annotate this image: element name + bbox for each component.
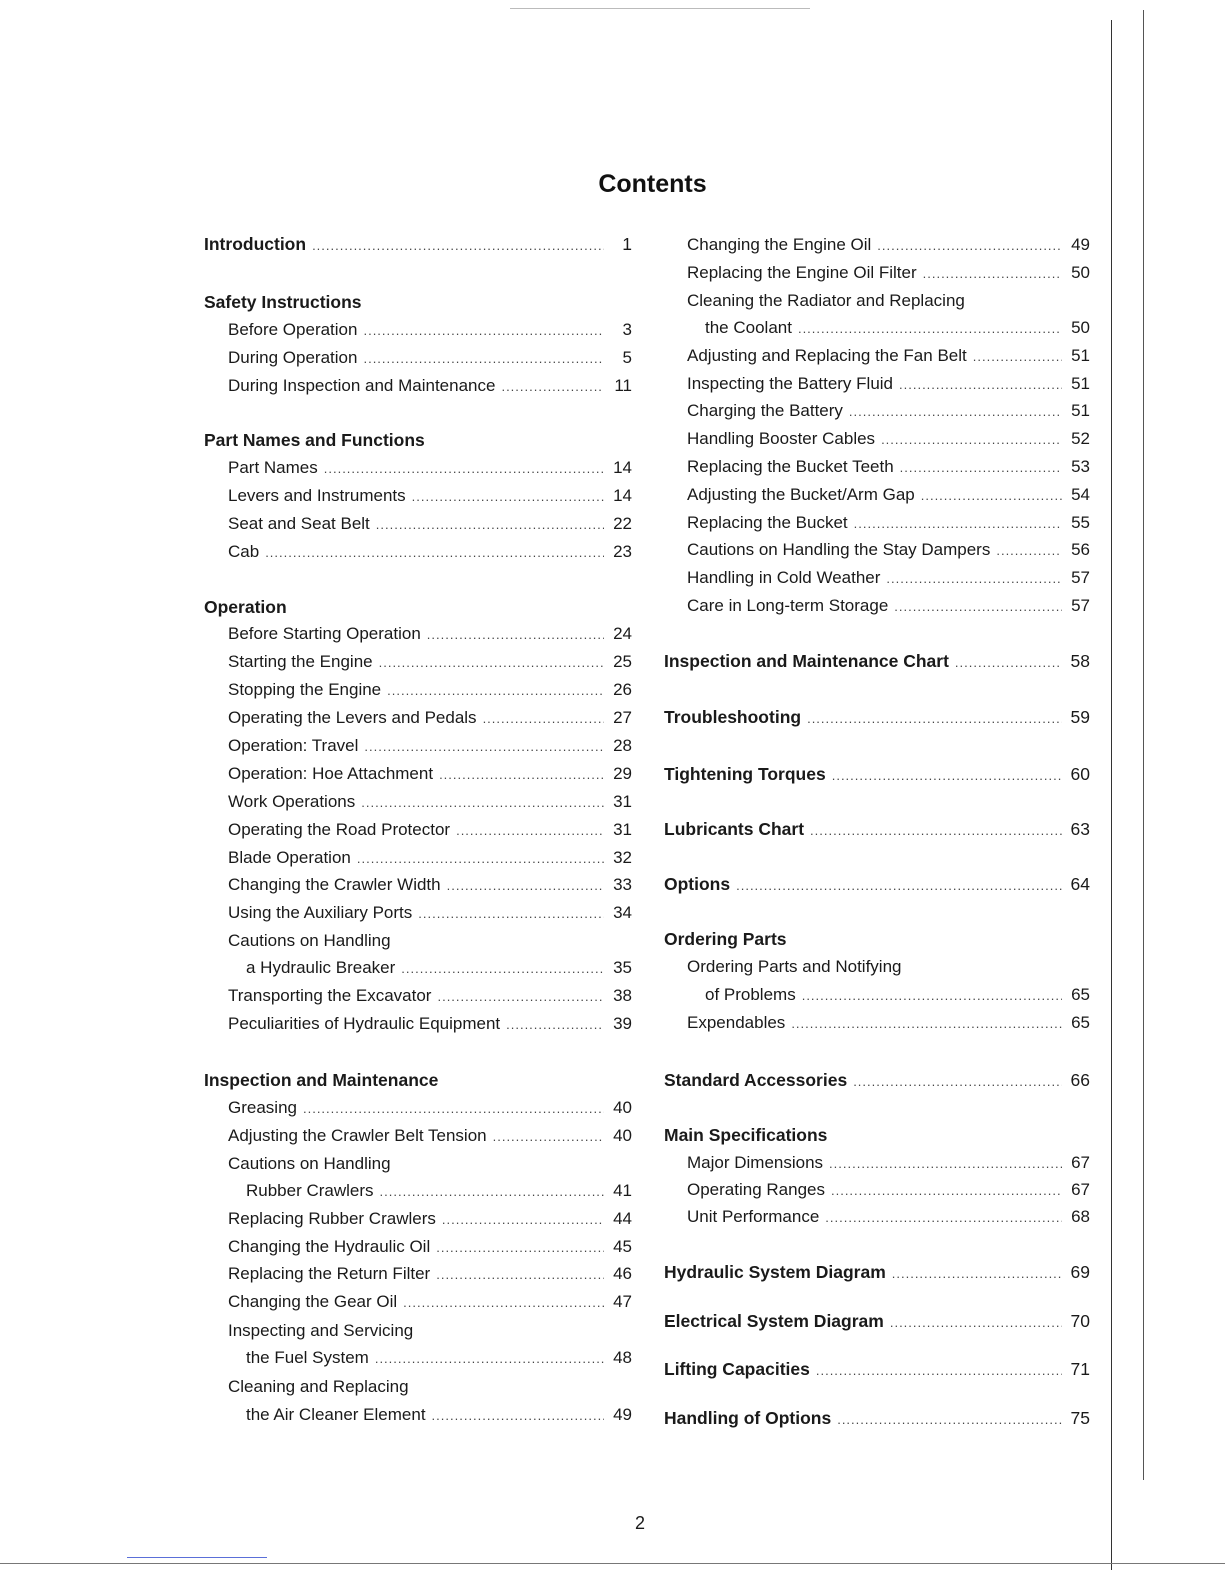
toc-entry	[204, 982, 632, 1010]
toc-entry-label: Blade Operation	[228, 848, 351, 867]
binding-line	[1111, 20, 1112, 1570]
toc-section-heading	[664, 1258, 1090, 1286]
dot-leader	[890, 1309, 1062, 1337]
toc-page-number: 53	[1071, 457, 1090, 476]
toc-page-number: 45	[613, 1237, 632, 1256]
toc-entry-label: Tightening Torques	[664, 764, 826, 784]
toc-entry-label: Adjusting the Crawler Belt Tension	[228, 1126, 487, 1145]
toc-entry-label: Using the Auxiliary Ports	[228, 903, 413, 922]
toc-entry-label: of Problems	[705, 985, 796, 1004]
toc-entry-label: Hydraulic System Diagram	[664, 1262, 886, 1282]
dot-leader	[877, 232, 1062, 260]
dot-leader	[853, 1068, 1062, 1096]
bottom-mark	[127, 1557, 267, 1558]
toc-entry	[664, 1149, 1090, 1177]
toc-entry-label: Rubber Crawlers	[246, 1181, 374, 1200]
toc-section-heading	[204, 593, 632, 621]
toc-page-number: 51	[1071, 401, 1090, 420]
page-edge-line	[1143, 10, 1144, 1480]
toc-page-number: 29	[613, 764, 632, 783]
toc-entry-label: Cautions on Handling	[228, 1154, 391, 1173]
dot-leader	[837, 1406, 1062, 1434]
dot-leader	[363, 317, 604, 345]
toc-section-heading	[664, 703, 1090, 731]
toc-page-number: 64	[1070, 874, 1090, 894]
dot-leader	[303, 1095, 604, 1123]
toc-entry	[664, 953, 1090, 981]
toc-entry-label: Operation: Travel	[228, 736, 359, 755]
toc-entry-label: Main Specifications	[664, 1125, 828, 1145]
toc-entry-label: Before Starting Operation	[228, 624, 421, 643]
toc-entry	[204, 871, 632, 899]
toc-entry-label: Seat and Seat Belt	[228, 514, 370, 533]
toc-page-number: 57	[1071, 568, 1090, 587]
toc-entry-label: Handling of Options	[664, 1408, 832, 1428]
toc-entry-label: Standard Accessories	[664, 1070, 848, 1090]
toc-entry	[204, 1288, 632, 1316]
page-number: 2	[634, 1513, 645, 1533]
dot-leader	[881, 426, 1062, 454]
toc-entry	[204, 1401, 632, 1429]
toc-entry-label: Stopping the Engine	[228, 680, 382, 699]
dot-leader	[825, 1204, 1062, 1232]
toc-entry	[664, 287, 1090, 315]
toc-entry-label: the Coolant	[705, 318, 792, 337]
toc-entry-label: Levers and Instruments	[228, 486, 406, 505]
dot-leader	[437, 983, 604, 1011]
dot-leader	[894, 593, 1062, 621]
toc-entry	[204, 816, 632, 844]
dot-leader	[921, 482, 1062, 510]
toc-entry	[664, 231, 1090, 259]
toc-entry-label: Options	[664, 874, 731, 894]
toc-entry-label: Operation: Hoe Attachment	[228, 764, 434, 783]
toc-page-number: 41	[613, 1181, 632, 1200]
toc-entry-label: Inspection and Maintenance	[204, 1070, 439, 1090]
dot-leader	[412, 483, 604, 511]
toc-page-number: 67	[1071, 1180, 1090, 1199]
toc-entry-label: Handling Booster Cables	[687, 429, 876, 448]
toc-entry-label: Cleaning the Radiator and Replacing	[687, 291, 965, 310]
toc-entry-label: Electrical System Diagram	[664, 1311, 884, 1331]
toc-entry	[204, 1122, 632, 1150]
dot-leader	[886, 565, 1062, 593]
toc-entry-label: Replacing Rubber Crawlers	[228, 1209, 436, 1228]
toc-page-number: 34	[613, 903, 632, 922]
toc-section-heading	[664, 870, 1090, 898]
toc-entry	[204, 676, 632, 704]
toc-entry-label: Replacing the Bucket Teeth	[687, 457, 894, 476]
toc-page-number: 55	[1071, 513, 1090, 532]
toc-entry-label: Major Dimensions	[687, 1153, 824, 1172]
toc-entry-label: Lubricants Chart	[664, 819, 805, 839]
toc-entry-label: Changing the Gear Oil	[228, 1292, 398, 1311]
toc-entry	[204, 1344, 632, 1372]
toc-section-heading	[204, 426, 632, 454]
toc-page-number: 32	[613, 848, 632, 867]
toc-entry-label: Part Names and Functions	[204, 430, 425, 450]
toc-entry-label: Changing the Hydraulic Oil	[228, 1237, 431, 1256]
toc-page-number: 44	[613, 1209, 632, 1228]
toc-entry	[204, 1205, 632, 1233]
dot-leader	[403, 1289, 604, 1317]
toc-page-number: 38	[613, 986, 632, 1005]
toc-entry	[204, 372, 632, 400]
toc-page-number: 68	[1071, 1207, 1090, 1226]
dot-leader	[436, 1234, 604, 1262]
dot-leader	[849, 398, 1062, 426]
toc-entry	[664, 397, 1090, 425]
bottom-edge-line	[0, 1563, 1225, 1564]
toc-entry	[664, 425, 1090, 453]
toc-entry	[204, 704, 632, 732]
toc-entry	[664, 342, 1090, 370]
toc-entry-label: Work Operations	[228, 792, 356, 811]
toc-entry	[664, 314, 1090, 342]
toc-entry	[204, 1373, 632, 1401]
dot-leader	[418, 900, 604, 928]
dot-leader	[442, 1206, 604, 1234]
dot-leader	[357, 845, 604, 873]
toc-entry	[664, 1176, 1090, 1204]
toc-section-heading	[204, 288, 632, 316]
toc-entry-label: Inspection and Maintenance Chart	[664, 651, 949, 671]
toc-entry-label: Ordering Parts and Notifying	[687, 957, 902, 976]
toc-page-number: 1	[622, 234, 632, 254]
toc-entry	[664, 259, 1090, 287]
toc-page-number: 52	[1071, 429, 1090, 448]
toc-entry	[664, 1203, 1090, 1231]
dot-leader	[831, 1177, 1062, 1205]
toc-page-number: 50	[1071, 318, 1090, 337]
dot-leader	[807, 705, 1062, 733]
toc-page-number: 25	[613, 652, 632, 671]
toc-page-number: 70	[1070, 1311, 1090, 1331]
toc-entry	[204, 844, 632, 872]
toc-page-number: 33	[613, 875, 632, 894]
toc-page-number: 47	[613, 1292, 632, 1311]
dot-leader	[447, 872, 604, 900]
dot-leader	[899, 371, 1062, 399]
dot-leader	[265, 539, 604, 567]
toc-entry-label: Safety Instructions	[204, 292, 362, 312]
toc-entry	[664, 981, 1090, 1009]
dot-leader	[364, 733, 604, 761]
toc-page-number: 51	[1071, 374, 1090, 393]
toc-entry-label: Replacing the Return Filter	[228, 1264, 431, 1283]
toc-page-number: 75	[1070, 1408, 1090, 1428]
dot-leader	[832, 762, 1062, 790]
toc-section-heading	[664, 1066, 1090, 1094]
toc-entry-label: Operating Ranges	[687, 1180, 825, 1199]
dot-leader	[501, 373, 604, 401]
toc-entry-label: Replacing the Engine Oil Filter	[687, 263, 917, 282]
toc-entry-label: Handling in Cold Weather	[687, 568, 881, 587]
toc-section-heading	[664, 815, 1090, 843]
dot-leader	[829, 1150, 1062, 1178]
toc-entry-label: the Fuel System	[246, 1348, 369, 1367]
toc-section-heading	[204, 1066, 632, 1094]
toc-section-heading	[204, 230, 632, 258]
dot-leader	[955, 649, 1062, 677]
toc-page-number: 54	[1071, 485, 1090, 504]
dot-leader	[493, 1123, 604, 1151]
dot-leader	[380, 1178, 604, 1206]
toc-entry-label: Cautions on Handling	[228, 931, 391, 950]
toc-page-number: 11	[614, 376, 632, 395]
toc-entry	[664, 536, 1090, 564]
toc-entry	[204, 482, 632, 510]
toc-entry	[204, 620, 632, 648]
toc-page-number: 46	[613, 1264, 632, 1283]
dot-leader	[379, 649, 604, 677]
dot-leader	[361, 789, 604, 817]
toc-entry	[664, 509, 1090, 537]
toc-entry-label: Ordering Parts	[664, 929, 787, 949]
dot-leader	[506, 1011, 604, 1039]
dot-leader	[923, 260, 1062, 288]
dot-leader	[791, 1010, 1062, 1038]
toc-entry	[664, 592, 1090, 620]
toc-entry-label: Part Names	[228, 458, 318, 477]
toc-page-number: 71	[1070, 1359, 1090, 1379]
toc-entry-label: Greasing	[228, 1098, 297, 1117]
toc-entry	[204, 316, 632, 344]
toc-entry-label: Starting the Engine	[228, 652, 373, 671]
dot-leader	[363, 345, 604, 373]
toc-entry-label: During Operation	[228, 348, 358, 367]
toc-entry	[664, 1009, 1090, 1037]
dot-leader	[736, 872, 1062, 900]
toc-entry-label: Lifting Capacities	[664, 1359, 810, 1379]
toc-page-number: 14	[613, 486, 632, 505]
dot-leader	[401, 955, 604, 983]
toc-page-number: 63	[1070, 819, 1090, 839]
toc-section-heading	[664, 760, 1090, 788]
toc-page-number: 26	[613, 680, 632, 699]
toc-entry-label: Cab	[228, 542, 260, 561]
toc-page-number: 49	[1071, 235, 1090, 254]
toc-page-number: 48	[613, 1348, 632, 1367]
toc-page-number: 65	[1071, 985, 1090, 1004]
scan-edge-line	[510, 8, 810, 9]
toc-entry	[204, 1233, 632, 1261]
toc-entry	[664, 370, 1090, 398]
toc-page-number: 57	[1071, 596, 1090, 615]
toc-page-number: 5	[622, 348, 632, 367]
toc-entry-label: Changing the Engine Oil	[687, 235, 872, 254]
toc-section-heading	[664, 1307, 1090, 1335]
dot-leader	[432, 1402, 604, 1430]
dot-leader	[900, 454, 1062, 482]
toc-entry	[204, 538, 632, 566]
toc-entry	[204, 760, 632, 788]
toc-entry-label: a Hydraulic Breaker	[246, 958, 396, 977]
toc-entry-label: Operating the Road Protector	[228, 820, 451, 839]
toc-page-number: 69	[1070, 1262, 1090, 1282]
toc-entry-label: Changing the Crawler Width	[228, 875, 441, 894]
toc-entry	[204, 927, 632, 955]
toc-page-number: 49	[613, 1405, 632, 1424]
toc-page-number: 28	[613, 736, 632, 755]
toc-page-number: 14	[613, 458, 632, 477]
toc-page-number: 35	[613, 958, 632, 977]
dot-leader	[456, 817, 604, 845]
toc-entry	[204, 648, 632, 676]
dot-leader	[312, 232, 604, 260]
toc-entry-label: Transporting the Excavator	[228, 986, 432, 1005]
toc-section-heading	[664, 1121, 1090, 1149]
toc-entry	[664, 453, 1090, 481]
toc-entry	[204, 788, 632, 816]
toc-page-number: 51	[1071, 346, 1090, 365]
toc-section-heading	[664, 647, 1090, 675]
toc-page-number: 39	[613, 1014, 632, 1033]
toc-entry	[204, 1150, 632, 1178]
toc-page-number: 50	[1071, 263, 1090, 282]
toc-entry-label: Expendables	[687, 1013, 786, 1032]
toc-entry-label: During Inspection and Maintenance	[228, 376, 496, 395]
page-title: Contents	[598, 170, 707, 198]
dot-leader	[996, 537, 1062, 565]
toc-entry	[204, 1094, 632, 1122]
dot-leader	[436, 1261, 604, 1289]
dot-leader	[798, 315, 1062, 343]
dot-leader	[439, 761, 604, 789]
dot-leader	[387, 677, 604, 705]
toc-entry	[664, 564, 1090, 592]
dot-leader	[973, 343, 1062, 371]
toc-entry	[204, 344, 632, 372]
toc-section-heading	[664, 1404, 1090, 1432]
dot-leader	[483, 705, 604, 733]
toc-page-number: 24	[613, 624, 632, 643]
toc-entry-label: Operation	[204, 597, 287, 617]
toc-entry-label: Replacing the Bucket	[687, 513, 848, 532]
toc-entry	[664, 481, 1090, 509]
toc-entry	[204, 954, 632, 982]
toc-entry-label: Introduction	[204, 234, 307, 254]
toc-entry	[204, 1177, 632, 1205]
toc-entry-label: Adjusting and Replacing the Fan Belt	[687, 346, 967, 365]
toc-page-number: 31	[613, 792, 632, 811]
dot-leader	[376, 511, 604, 539]
toc-entry	[204, 1260, 632, 1288]
toc-page-number: 58	[1070, 651, 1090, 671]
dot-leader	[427, 621, 604, 649]
toc-page-number: 65	[1071, 1013, 1090, 1032]
toc-entry-label: Troubleshooting	[664, 707, 802, 727]
toc-entry-label: Peculiarities of Hydraulic Equipment	[228, 1014, 501, 1033]
toc-entry	[204, 510, 632, 538]
toc-page-number: 66	[1070, 1070, 1090, 1090]
dot-leader	[854, 510, 1062, 538]
toc-page-number: 56	[1071, 540, 1090, 559]
dot-leader	[802, 982, 1062, 1010]
toc-page-number: 40	[613, 1098, 632, 1117]
toc-entry-label: Unit Performance	[687, 1207, 820, 1226]
dot-leader	[892, 1260, 1062, 1288]
toc-entry-label: Cautions on Handling the Stay Dampers	[687, 540, 991, 559]
toc-entry	[204, 899, 632, 927]
toc-entry-label: Charging the Battery	[687, 401, 843, 420]
dot-leader	[816, 1357, 1062, 1385]
toc-section-heading	[664, 925, 1090, 953]
toc-page-number: 31	[613, 820, 632, 839]
toc-entry-label: Inspecting the Battery Fluid	[687, 374, 894, 393]
toc-entry-label: Care in Long-term Storage	[687, 596, 889, 615]
toc-page-number: 60	[1070, 764, 1090, 784]
toc-entry	[204, 1010, 632, 1038]
dot-leader	[810, 817, 1062, 845]
toc-page-number: 22	[613, 514, 632, 533]
toc-page-number: 59	[1070, 707, 1090, 727]
toc-entry	[204, 732, 632, 760]
toc-page-number: 27	[613, 708, 632, 727]
toc-entry-label: Operating the Levers and Pedals	[228, 708, 477, 727]
toc-page-number: 40	[613, 1126, 632, 1145]
toc-page-number: 3	[622, 320, 632, 339]
toc-page-number: 67	[1071, 1153, 1090, 1172]
toc-entry	[204, 454, 632, 482]
toc-page-number: 23	[613, 542, 632, 561]
toc-entry-label: Before Operation	[228, 320, 358, 339]
dot-leader	[375, 1345, 604, 1373]
toc-entry-label: the Air Cleaner Element	[246, 1405, 426, 1424]
toc-section-heading	[664, 1355, 1090, 1383]
toc-entry-label: Inspecting and Servicing	[228, 1321, 414, 1340]
toc-entry-label: Cleaning and Replacing	[228, 1377, 409, 1396]
toc-entry-label: Adjusting the Bucket/Arm Gap	[687, 485, 915, 504]
toc-entry	[204, 1317, 632, 1345]
dot-leader	[324, 455, 604, 483]
